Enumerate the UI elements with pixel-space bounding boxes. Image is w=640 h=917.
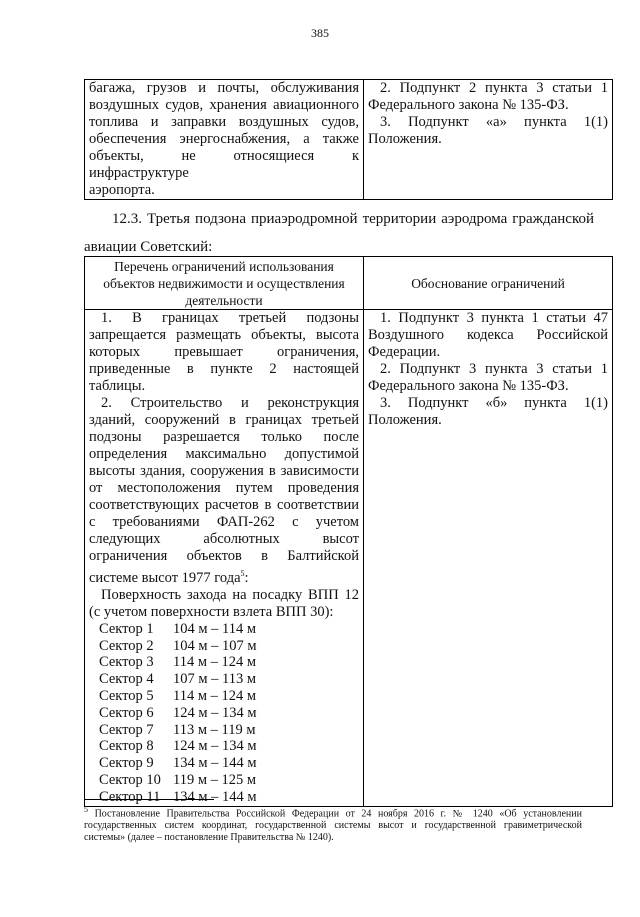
sector-range: 104 м – 107 м: [173, 637, 257, 654]
footnote: [84, 804, 582, 844]
footnote-mark: 5: [84, 805, 88, 814]
text-line: Федерации.: [368, 344, 441, 360]
heading-line: авиации Советский:: [84, 239, 213, 255]
text-line: 3. Подпункт «а» пункта 1(1): [380, 114, 608, 130]
sector-row: [89, 688, 359, 705]
sector-name: Сектор 5: [99, 688, 154, 705]
sector-name: Сектор 4: [99, 671, 154, 688]
sector-name: Сектор 1: [99, 620, 154, 637]
sector-name: Сектор 2: [99, 637, 154, 654]
footnote-divider: [84, 799, 214, 800]
paragraph-2-text: 2. Строительство и реконструкция зданий, сооружений в границах третьей подзоны разрешается только после определения максимально допустимой высоты здания, сооружения в зависимости от местоположения путем проведения соответствующих расчетов в соответствии с требованиями ФАП-262 с учетом следующих абсолютных высот ограничения объектов в Балтийской системе высот 1977 года: [89, 395, 359, 586]
sector-row: [89, 621, 359, 638]
sector-row: [89, 772, 359, 789]
sector-range: 114 м – 124 м: [173, 688, 257, 705]
text-line: 1. Подпункт 3 пункта 1 статьи 47: [380, 310, 608, 326]
header-justification: Обоснование ограничений: [364, 257, 613, 310]
text-line: 3. Подпункт «б» пункта 1(1): [380, 395, 608, 411]
sector-range: 114 м – 124 м: [173, 654, 257, 671]
sector-range: 113 м – 119 м: [173, 721, 256, 738]
sector-name: Сектор 7: [99, 721, 154, 738]
restrictions-cell: [85, 310, 364, 807]
footnote-text: Постановление Правительства Российской Федерации от 24 ноября 2016 г. № 1240 «Об установлении государственных систем координат, государственной системы высот и государственной гравиметрической системы» (далее – постановление Правительства № 1240).: [84, 808, 582, 844]
sector-range: 119 м – 125 м: [173, 772, 257, 788]
text-line: обеспечения энергоснабжения, а также: [89, 131, 359, 147]
sector-row: [89, 755, 359, 772]
sector-row: [89, 638, 359, 655]
sector-name: Сектор 6: [99, 704, 154, 721]
sector-range: 134 м – 144 м: [173, 788, 257, 805]
sector-range: 124 м – 134 м: [173, 704, 257, 721]
sector-name: Сектор 8: [99, 738, 154, 755]
sector-row: [89, 738, 359, 755]
continued-restrictions-table: [84, 79, 613, 200]
text-line: багажа, грузов и почты, обслуживания: [89, 80, 359, 96]
paragraph-3: Поверхность захода на посадку ВПП 12 (с учетом поверхности взлета ВПП 30):: [89, 586, 359, 620]
paragraph-2-end: :: [244, 569, 249, 586]
sector-name: Сектор 11: [99, 788, 161, 805]
text-line: 2. Подпункт 3 пункта 3 статьи 1: [380, 361, 608, 377]
sector-range: 134 м – 144 м: [173, 755, 257, 772]
paragraph-2: [89, 395, 359, 587]
text-line: топлива и заправки воздушных судов,: [89, 114, 359, 130]
text-line: воздушных судов, хранения авиационного: [89, 97, 359, 113]
text-line: аэропорта.: [89, 182, 155, 198]
section-heading: [84, 205, 594, 261]
sector-name: Сектор 3: [99, 654, 154, 671]
sector-row: [89, 722, 359, 739]
text-line: 2. Подпункт 2 пункта 3 статьи 1: [380, 80, 608, 96]
footnote-ref: 5: [240, 569, 245, 578]
paragraph-1: 1. В границах третьей подзоны запрещается размещать объекты, высота которых превышает ограничения, приведенные в пункте 2 настоящей таблицы.: [89, 310, 359, 394]
text-line: Федерального закона № 135-ФЗ.: [368, 378, 569, 394]
page-number: 385: [311, 26, 329, 40]
text-line: Воздушного кодекса Российской: [368, 327, 608, 343]
restrictions-cell: [85, 80, 364, 200]
header-restrictions: Перечень ограничений использования объектов недвижимости и осуществления деятельности: [85, 257, 364, 310]
text-line: Положения.: [368, 412, 442, 428]
text-line: Федерального закона № 135-ФЗ.: [368, 97, 569, 113]
justification-cell: [364, 80, 613, 200]
justification-cell: [364, 310, 613, 807]
sector-row: [89, 654, 359, 671]
sector-range: 124 м – 134 м: [173, 738, 257, 755]
sector-row: [89, 671, 359, 688]
sector-name: Сектор 9: [99, 755, 154, 772]
heading-line: 12.3. Третья подзона приаэродромной территории аэродрома гражданской: [112, 211, 594, 227]
sector-range: 104 м – 114 м: [173, 620, 257, 637]
text-line: объекты, не относящиеся к инфраструктуре: [89, 148, 359, 181]
text-line: Положения.: [368, 131, 442, 147]
sector-range: 107 м – 113 м: [173, 671, 257, 688]
sector-name: Сектор 10: [99, 772, 161, 788]
third-subzone-table: [84, 256, 613, 807]
sector-row: [89, 705, 359, 722]
